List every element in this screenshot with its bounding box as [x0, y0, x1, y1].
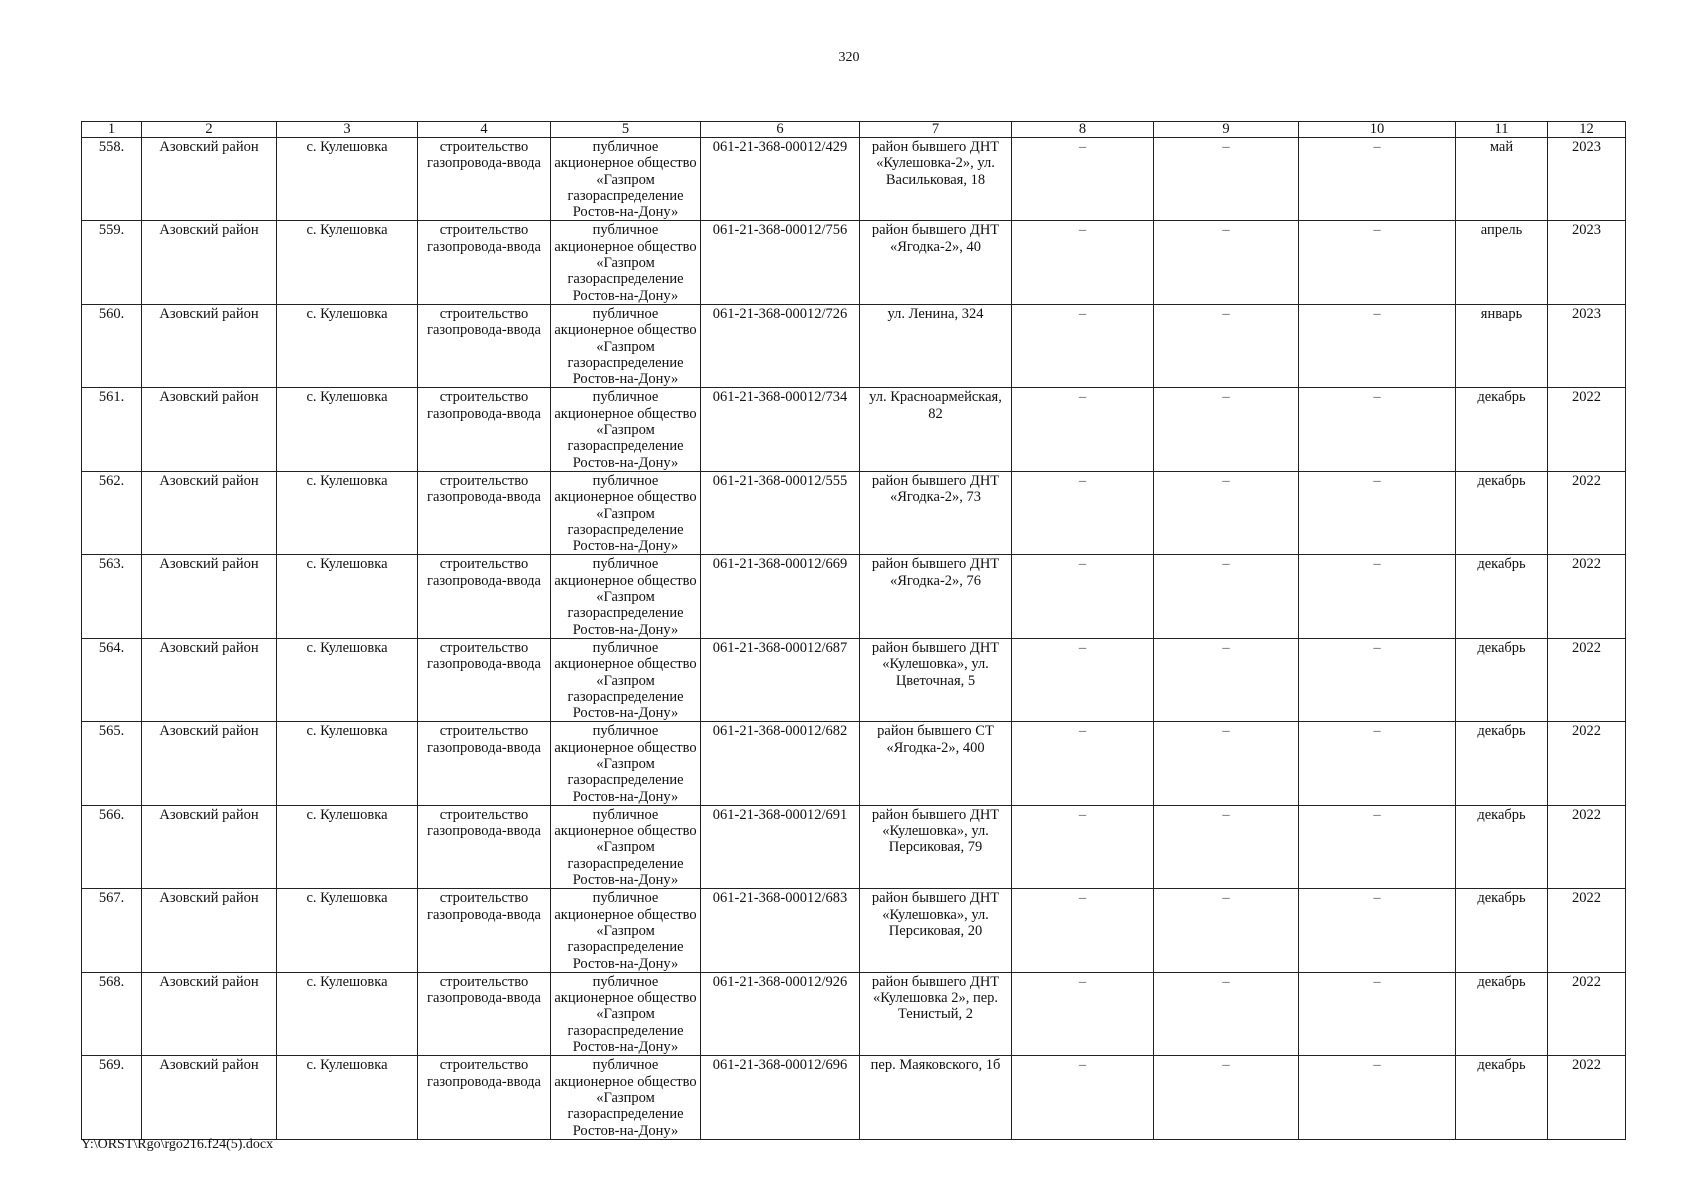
cell-col-8: –: [1012, 304, 1154, 387]
cell-month: декабрь: [1456, 1056, 1548, 1139]
cell-work-type: строительство газопровода-ввода: [418, 138, 551, 221]
column-header-12: 12: [1548, 122, 1626, 138]
cell-settlement: с. Кулешовка: [277, 221, 418, 304]
cell-settlement: с. Кулешовка: [277, 138, 418, 221]
cell-settlement: с. Кулешовка: [277, 555, 418, 638]
cell-permit-number: 061-21-368-00012/926: [701, 972, 860, 1055]
cell-month: апрель: [1456, 221, 1548, 304]
table-row: [82, 638, 1626, 721]
cell-address: район бывшего ДНТ «Ягодка-2», 40: [860, 221, 1012, 304]
header-row: [82, 122, 1626, 138]
cell-col-9: –: [1154, 388, 1299, 471]
cell-col-10: –: [1299, 304, 1456, 387]
cell-district: Азовский район: [142, 889, 277, 972]
cell-col-8: –: [1012, 889, 1154, 972]
cell-row-number: 566.: [82, 805, 142, 888]
cell-settlement: с. Кулешовка: [277, 1056, 418, 1139]
cell-district: Азовский район: [142, 722, 277, 805]
cell-year: 2022: [1548, 638, 1626, 721]
cell-col-9: –: [1154, 304, 1299, 387]
cell-col-10: –: [1299, 805, 1456, 888]
cell-work-type: строительство газопровода-ввода: [418, 471, 551, 554]
cell-address: район бывшего СТ «Ягодка-2», 400: [860, 722, 1012, 805]
cell-district: Азовский район: [142, 471, 277, 554]
table-header: [82, 122, 1626, 138]
cell-col-8: –: [1012, 638, 1154, 721]
cell-settlement: с. Кулешовка: [277, 972, 418, 1055]
cell-permit-number: 061-21-368-00012/429: [701, 138, 860, 221]
cell-month: декабрь: [1456, 722, 1548, 805]
cell-organization: публичное акционерное общество «Газпром газораспределение Ростов-на-Дону»: [551, 1056, 701, 1139]
cell-district: Азовский район: [142, 304, 277, 387]
cell-col-9: –: [1154, 471, 1299, 554]
cell-row-number: 563.: [82, 555, 142, 638]
cell-col-9: –: [1154, 555, 1299, 638]
cell-address: район бывшего ДНТ «Кулешовка-2», ул. Васильковая, 18: [860, 138, 1012, 221]
column-header-2: 2: [142, 122, 277, 138]
cell-permit-number: 061-21-368-00012/687: [701, 638, 860, 721]
cell-col-8: –: [1012, 388, 1154, 471]
cell-col-10: –: [1299, 972, 1456, 1055]
cell-row-number: 561.: [82, 388, 142, 471]
column-header-7: 7: [860, 122, 1012, 138]
column-header-9: 9: [1154, 122, 1299, 138]
cell-year: 2022: [1548, 889, 1626, 972]
cell-work-type: строительство газопровода-ввода: [418, 972, 551, 1055]
cell-organization: публичное акционерное общество «Газпром газораспределение Ростов-на-Дону»: [551, 304, 701, 387]
cell-month: декабрь: [1456, 805, 1548, 888]
column-header-8: 8: [1012, 122, 1154, 138]
cell-district: Азовский район: [142, 221, 277, 304]
cell-row-number: 564.: [82, 638, 142, 721]
cell-year: 2022: [1548, 972, 1626, 1055]
column-header-6: 6: [701, 122, 860, 138]
cell-col-9: –: [1154, 972, 1299, 1055]
cell-month: январь: [1456, 304, 1548, 387]
cell-row-number: 562.: [82, 471, 142, 554]
cell-row-number: 568.: [82, 972, 142, 1055]
cell-organization: публичное акционерное общество «Газпром газораспределение Ростов-на-Дону»: [551, 972, 701, 1055]
cell-organization: публичное акционерное общество «Газпром газораспределение Ростов-на-Дону»: [551, 555, 701, 638]
column-header-1: 1: [82, 122, 142, 138]
cell-col-8: –: [1012, 221, 1154, 304]
cell-work-type: строительство газопровода-ввода: [418, 221, 551, 304]
cell-row-number: 567.: [82, 889, 142, 972]
cell-col-9: –: [1154, 805, 1299, 888]
cell-col-9: –: [1154, 1056, 1299, 1139]
cell-col-9: –: [1154, 138, 1299, 221]
cell-permit-number: 061-21-368-00012/696: [701, 1056, 860, 1139]
cell-permit-number: 061-21-368-00012/555: [701, 471, 860, 554]
cell-permit-number: 061-21-368-00012/682: [701, 722, 860, 805]
cell-organization: публичное акционерное общество «Газпром газораспределение Ростов-на-Дону»: [551, 638, 701, 721]
cell-permit-number: 061-21-368-00012/726: [701, 304, 860, 387]
cell-month: декабрь: [1456, 889, 1548, 972]
cell-organization: публичное акционерное общество «Газпром газораспределение Ростов-на-Дону»: [551, 138, 701, 221]
cell-settlement: с. Кулешовка: [277, 889, 418, 972]
cell-settlement: с. Кулешовка: [277, 471, 418, 554]
cell-district: Азовский район: [142, 805, 277, 888]
table-row: [82, 471, 1626, 554]
table-row: [82, 889, 1626, 972]
table-row: [82, 555, 1626, 638]
cell-col-10: –: [1299, 138, 1456, 221]
table-row: [82, 221, 1626, 304]
cell-year: 2023: [1548, 221, 1626, 304]
cell-address: ул. Ленина, 324: [860, 304, 1012, 387]
cell-settlement: с. Кулешовка: [277, 638, 418, 721]
cell-month: декабрь: [1456, 471, 1548, 554]
cell-row-number: 559.: [82, 221, 142, 304]
cell-organization: публичное акционерное общество «Газпром газораспределение Ростов-на-Дону»: [551, 805, 701, 888]
cell-col-8: –: [1012, 722, 1154, 805]
cell-work-type: строительство газопровода-ввода: [418, 1056, 551, 1139]
footer-file-path: Y:\ORST\Rgo\rgo216.f24(5).docx: [81, 1137, 274, 1152]
column-header-10: 10: [1299, 122, 1456, 138]
cell-address: район бывшего ДНТ «Кулешовка 2», пер. Тенистый, 2: [860, 972, 1012, 1055]
cell-work-type: строительство газопровода-ввода: [418, 388, 551, 471]
cell-organization: публичное акционерное общество «Газпром газораспределение Ростов-на-Дону»: [551, 722, 701, 805]
cell-district: Азовский район: [142, 638, 277, 721]
cell-row-number: 560.: [82, 304, 142, 387]
cell-address: район бывшего ДНТ «Ягодка-2», 76: [860, 555, 1012, 638]
table-row: [82, 1056, 1626, 1139]
column-header-5: 5: [551, 122, 701, 138]
cell-district: Азовский район: [142, 1056, 277, 1139]
cell-col-8: –: [1012, 555, 1154, 638]
column-header-11: 11: [1456, 122, 1548, 138]
cell-permit-number: 061-21-368-00012/691: [701, 805, 860, 888]
table-row: [82, 805, 1626, 888]
cell-year: 2022: [1548, 388, 1626, 471]
cell-work-type: строительство газопровода-ввода: [418, 805, 551, 888]
cell-organization: публичное акционерное общество «Газпром газораспределение Ростов-на-Дону»: [551, 388, 701, 471]
cell-district: Азовский район: [142, 138, 277, 221]
cell-col-8: –: [1012, 805, 1154, 888]
cell-permit-number: 061-21-368-00012/734: [701, 388, 860, 471]
cell-address: пер. Маяковского, 1б: [860, 1056, 1012, 1139]
page-number: 320: [838, 50, 860, 65]
cell-work-type: строительство газопровода-ввода: [418, 555, 551, 638]
cell-row-number: 565.: [82, 722, 142, 805]
cell-col-10: –: [1299, 1056, 1456, 1139]
table-row: [82, 722, 1626, 805]
cell-organization: публичное акционерное общество «Газпром газораспределение Ростов-на-Дону»: [551, 889, 701, 972]
cell-col-8: –: [1012, 1056, 1154, 1139]
cell-permit-number: 061-21-368-00012/669: [701, 555, 860, 638]
cell-work-type: строительство газопровода-ввода: [418, 722, 551, 805]
cell-address: район бывшего ДНТ «Кулешовка», ул. Цветочная, 5: [860, 638, 1012, 721]
registry-table: [81, 121, 1626, 1140]
cell-year: 2022: [1548, 471, 1626, 554]
cell-address: район бывшего ДНТ «Ягодка-2», 73: [860, 471, 1012, 554]
cell-year: 2022: [1548, 1056, 1626, 1139]
column-header-4: 4: [418, 122, 551, 138]
cell-year: 2022: [1548, 805, 1626, 888]
cell-settlement: с. Кулешовка: [277, 805, 418, 888]
cell-col-9: –: [1154, 722, 1299, 805]
cell-col-8: –: [1012, 471, 1154, 554]
cell-col-8: –: [1012, 138, 1154, 221]
cell-district: Азовский район: [142, 388, 277, 471]
cell-month: декабрь: [1456, 388, 1548, 471]
table-row: [82, 304, 1626, 387]
cell-col-10: –: [1299, 889, 1456, 972]
cell-year: 2023: [1548, 138, 1626, 221]
cell-col-10: –: [1299, 388, 1456, 471]
cell-district: Азовский район: [142, 972, 277, 1055]
cell-col-9: –: [1154, 889, 1299, 972]
cell-row-number: 569.: [82, 1056, 142, 1139]
cell-month: декабрь: [1456, 972, 1548, 1055]
cell-col-10: –: [1299, 638, 1456, 721]
cell-col-9: –: [1154, 638, 1299, 721]
cell-year: 2022: [1548, 555, 1626, 638]
cell-row-number: 558.: [82, 138, 142, 221]
cell-work-type: строительство газопровода-ввода: [418, 638, 551, 721]
cell-col-9: –: [1154, 221, 1299, 304]
cell-permit-number: 061-21-368-00012/683: [701, 889, 860, 972]
cell-address: район бывшего ДНТ «Кулешовка», ул. Персиковая, 20: [860, 889, 1012, 972]
cell-month: май: [1456, 138, 1548, 221]
table-row: [82, 388, 1626, 471]
cell-work-type: строительство газопровода-ввода: [418, 304, 551, 387]
cell-col-10: –: [1299, 221, 1456, 304]
cell-month: декабрь: [1456, 638, 1548, 721]
table-body: [82, 138, 1626, 1140]
cell-organization: публичное акционерное общество «Газпром газораспределение Ростов-на-Дону»: [551, 471, 701, 554]
cell-col-8: –: [1012, 972, 1154, 1055]
cell-col-10: –: [1299, 722, 1456, 805]
cell-address: ул. Красноармейская, 82: [860, 388, 1012, 471]
table-row: [82, 138, 1626, 221]
cell-work-type: строительство газопровода-ввода: [418, 889, 551, 972]
cell-year: 2022: [1548, 722, 1626, 805]
cell-organization: публичное акционерное общество «Газпром газораспределение Ростов-на-Дону»: [551, 221, 701, 304]
cell-settlement: с. Кулешовка: [277, 388, 418, 471]
cell-address: район бывшего ДНТ «Кулешовка», ул. Персиковая, 79: [860, 805, 1012, 888]
cell-year: 2023: [1548, 304, 1626, 387]
cell-month: декабрь: [1456, 555, 1548, 638]
cell-col-10: –: [1299, 471, 1456, 554]
cell-settlement: с. Кулешовка: [277, 304, 418, 387]
cell-col-10: –: [1299, 555, 1456, 638]
table-row: [82, 972, 1626, 1055]
column-header-3: 3: [277, 122, 418, 138]
cell-permit-number: 061-21-368-00012/756: [701, 221, 860, 304]
cell-district: Азовский район: [142, 555, 277, 638]
cell-settlement: с. Кулешовка: [277, 722, 418, 805]
